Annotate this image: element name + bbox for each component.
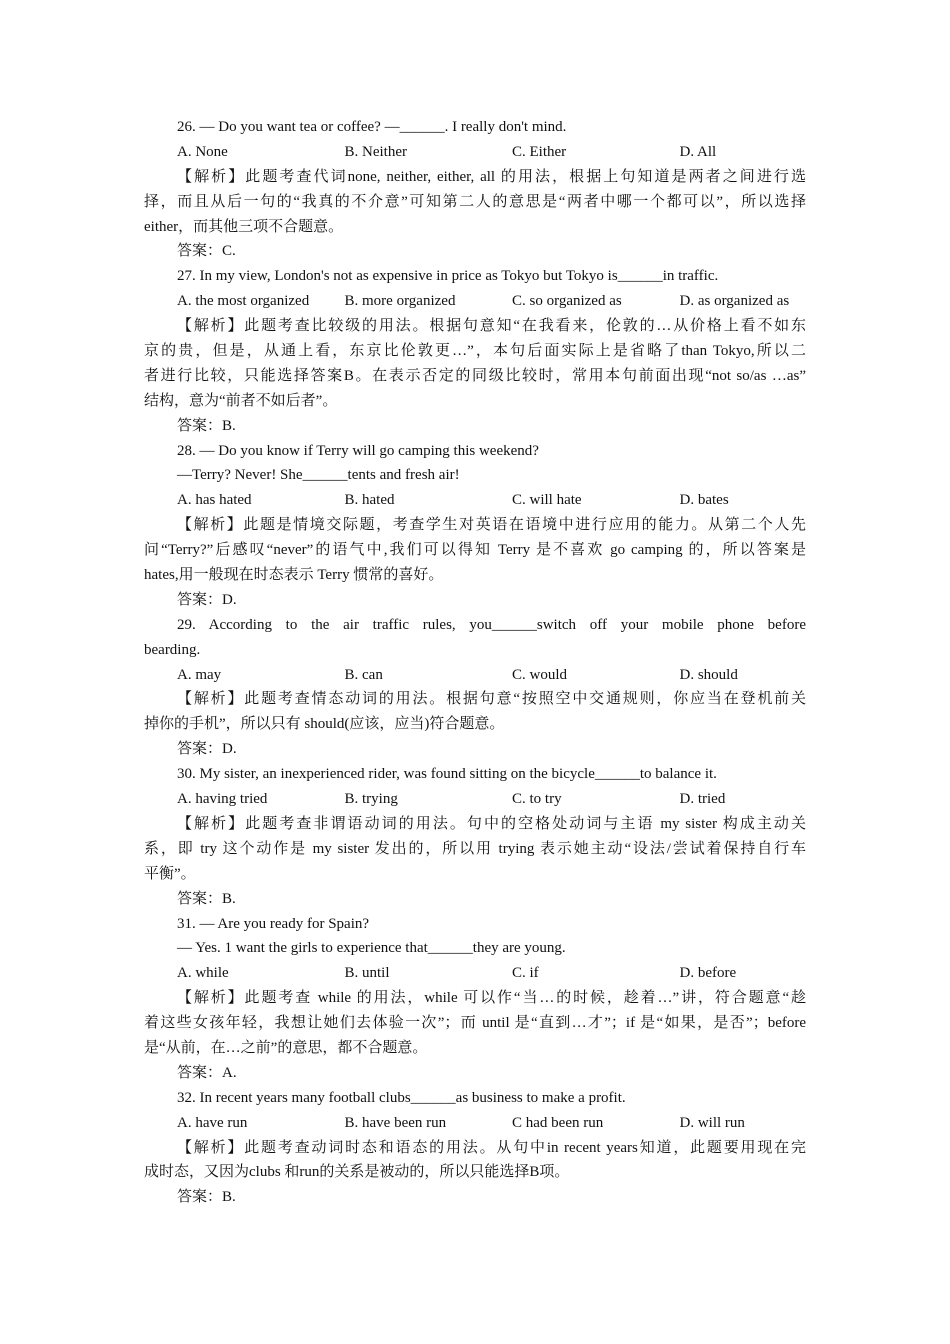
- question-stem: bearding.: [144, 641, 201, 658]
- question-stem: 28. — Do you know if Terry will go camping this weekend?: [177, 442, 539, 459]
- option-b: B. more organized: [344, 293, 456, 310]
- option-a: A. having tried: [177, 791, 268, 808]
- option-d: D. bates: [679, 492, 729, 509]
- question-29: [144, 613, 806, 762]
- option-a: A. None: [177, 143, 228, 160]
- question-stem: 30. My sister, an inexperienced rider, was found sitting on the bicycle______to balance it.: [177, 766, 717, 783]
- question-stem: 29. According to the air traffic rules, you______switch off your mobile phone before: [177, 616, 806, 633]
- answer-line: 答案：B.: [177, 417, 236, 434]
- option-a: A. while: [177, 965, 229, 982]
- option-b: B. hated: [344, 492, 395, 509]
- options-row: [144, 1111, 806, 1136]
- analysis-line: 【解析】此题考查比较级的用法。根据句意知“在我看来，伦敦的…从价格上看不如东: [177, 318, 806, 335]
- option-d: D. tried: [679, 791, 726, 808]
- options-row: [144, 961, 806, 986]
- answer-line: 答案：C.: [177, 243, 236, 260]
- option-b: B. have been run: [344, 1114, 447, 1131]
- option-b: B. trying: [344, 791, 398, 808]
- analysis-line: 成时态，又因为clubs 和run的关系是被动的，所以只能选择B项。: [144, 1164, 570, 1181]
- analysis-line: 【解析】此题考查代词none, neither, either, all 的用法，根据上句知道是两者之间进行选: [177, 168, 806, 185]
- question-27: [144, 264, 806, 438]
- option-b: B. Neither: [344, 143, 407, 160]
- option-d: D. will run: [679, 1114, 745, 1131]
- question-stem: 26. — Do you want tea or coffee? —______. I really don't mind.: [177, 119, 567, 135]
- question-26: [144, 115, 806, 264]
- analysis-line: 京的贵，但是，从通上看，东京比伦敦更…”，本句后面实际上是省略了than Tokyo,所以二: [144, 343, 806, 360]
- option-c: C. Either: [512, 143, 567, 160]
- analysis-line: 【解析】此题考查非谓语动词的用法。句中的空格处动词与主语 my sister 构成主动关: [177, 815, 806, 832]
- analysis-line: 者进行比较，只能选择答案B。在表示否定的同级比较时，常用本句前面出现“not so/as …as”: [144, 367, 806, 384]
- option-c: C. so organized as: [512, 293, 622, 310]
- answer-line: 答案：B.: [177, 890, 236, 907]
- option-c: C had been run: [512, 1114, 604, 1131]
- question-stem: 31. — Are you ready for Spain?: [177, 915, 370, 932]
- analysis-line: 【解析】此题考查动词时态和语态的用法。从句中in recent years知道，此题要用现在完: [177, 1139, 806, 1156]
- option-c: C. to try: [512, 791, 562, 808]
- option-c: C. would: [512, 666, 568, 683]
- option-a: A. may: [177, 666, 222, 683]
- analysis-line: 问“Terry?”后感叹“never”的语气中,我们可以得知 Terry 是不喜欢 go camping 的，所以答案是: [144, 542, 806, 559]
- options-row: [144, 488, 806, 513]
- analysis-line: 着这些女孩年轻，我想让她们去体验一次”；而 until 是“直到…才”；if 是“如果，是否”；before: [144, 1015, 806, 1032]
- analysis-line: 结构，意为“前者不如后者”。: [144, 392, 338, 409]
- analysis-line: 是“从前，在…之前”的意思，都不合题意。: [144, 1039, 428, 1056]
- question-stem: —Terry? Never! She______tents and fresh air!: [177, 467, 460, 484]
- option-c: C. if: [512, 965, 539, 982]
- analysis-line: 掉你的手机”，所以只有 should(应该，应当)符合题意。: [144, 716, 505, 733]
- option-a: A. has hated: [177, 492, 252, 509]
- options-row: [144, 289, 806, 314]
- analysis-line: 择，而且从后一句的“我真的不介意”可知第二人的意思是“两者中哪一个都可以”，所以选择: [144, 193, 806, 210]
- option-a: A. have run: [177, 1114, 248, 1131]
- analysis-line: 平衡”。: [144, 865, 196, 882]
- option-a: A. the most organized: [177, 293, 310, 310]
- answer-line: 答案：D.: [177, 591, 237, 608]
- option-b: B. can: [344, 666, 383, 683]
- answer-line: 答案：D.: [177, 741, 237, 758]
- question-stem: 32. In recent years many football clubs______as business to make a profit.: [177, 1089, 626, 1106]
- analysis-line: 系，即 try 这个动作是 my sister 发出的，所以用 trying 表示她主动“设法/尝试着保持自行车: [144, 840, 806, 857]
- analysis-line: 【解析】此题考查 while 的用法，while 可以作“当…的时候，趁着…”讲，符合题意“趁: [177, 990, 806, 1007]
- option-d: D. All: [679, 143, 717, 160]
- question-32: [144, 1086, 806, 1210]
- option-d: D. should: [679, 666, 738, 683]
- answer-line: 答案：B.: [177, 1189, 236, 1206]
- option-c: C. will hate: [512, 492, 582, 509]
- question-stem: 27. In my view, London's not as expensive in price as Tokyo but Tokyo is______in traffic.: [177, 268, 719, 285]
- question-stem: — Yes. 1 want the girls to experience that______they are young.: [177, 940, 566, 957]
- option-b: B. until: [344, 965, 390, 982]
- answer-line: 答案：A.: [177, 1064, 237, 1081]
- question-28: [144, 439, 806, 613]
- option-d: D. before: [679, 965, 737, 982]
- question-30: [144, 762, 806, 911]
- analysis-line: 【解析】此题是情境交际题，考查学生对英语在语境中进行应用的能力。从第二个人先: [177, 517, 806, 534]
- analysis-line: either，而其他三项不合题意。: [144, 218, 344, 235]
- option-d: D. as organized as: [679, 293, 790, 310]
- options-row: [144, 140, 806, 165]
- analysis-line: 【解析】此题考查情态动词的用法。根据句意“按照空中交通规则，你应当在登机前关: [177, 691, 806, 708]
- question-31: [144, 912, 806, 1086]
- options-row: [144, 663, 806, 688]
- analysis-line: hates,用一般现在时态表示 Terry 惯常的喜好。: [144, 567, 444, 584]
- options-row: [144, 787, 806, 812]
- document-page: [144, 115, 806, 1210]
